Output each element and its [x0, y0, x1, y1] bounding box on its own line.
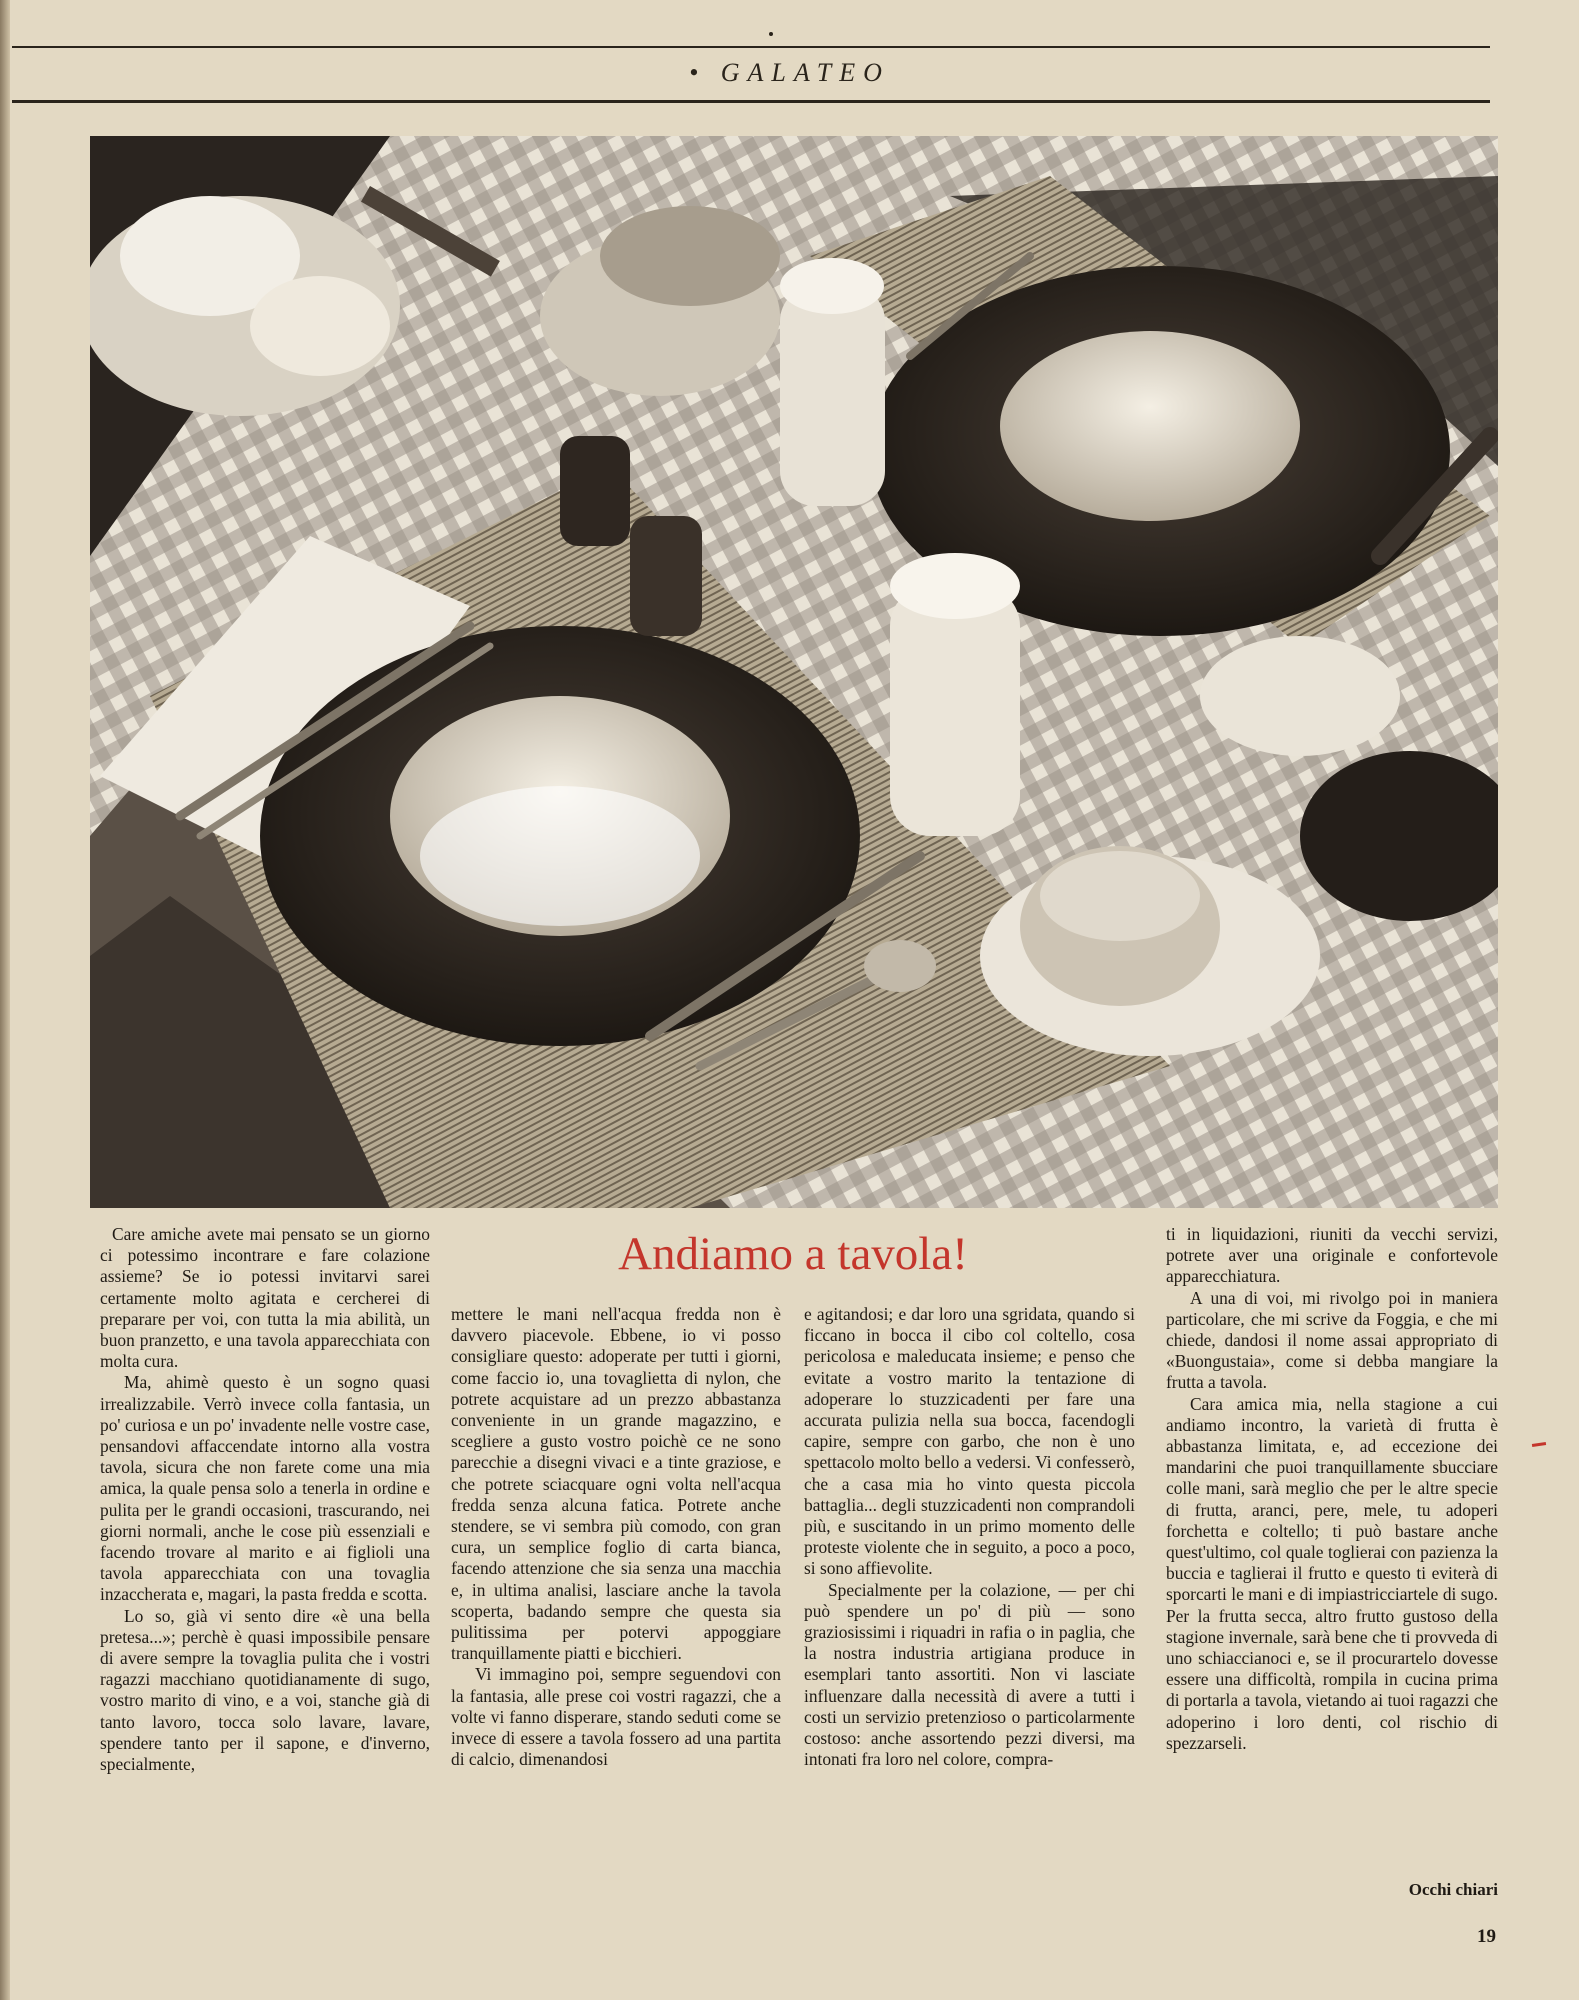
page-number: 19 — [1477, 1926, 1496, 1947]
paragraph: Vi immagino poi, sempre seguendovi con la fantasia, alle prese coi vostri ragazzi, che a volte vi fanno disperare, stando seduti come se invece di essere a tavola fossero ad una partita di calcio, dimenandosi — [451, 1664, 781, 1770]
author-signature: Occhi chiari — [1408, 1880, 1498, 1899]
section-header: • GALATEO — [689, 58, 890, 87]
paragraph: Cara amica mia, nella stagione a cui andiamo incontro, la varietà di frutta è abbastanza limitata, e, ad eccezione dei mandarini che puoi tranquillamente sbucciare colle mani, sarà meglio che per le altre specie di frutta, aranci, pere, mele, tu adoperi forchetta e coltello; ti può bastare anche quest'ultimo, col quale toglierai con pazienza la buccia e taglierai il frutto e questo ti eviterà di sporcarti le mani e di impiastricciartele di sugo. Per la frutta secca, altro frutto gustoso della stagione invernale, sarà bene che ti provveda di uno schiaccianoci e, se il procurartelo dovesse essere una difficoltà, rompila in cucina prima di portarla a tavola, vietando ai tuoi ragazzi che adoperino i loro denti, col rischio di spezzarseli. — [1166, 1393, 1498, 1753]
paragraph: mettere le mani nell'acqua fredda non è davvero piacevole. Ebbene, io vi posso consigliare questo: adoperate per tutti i giorni, come faccio io, una tovaglietta di nylon, che potrete acquistare ad un prezzo abbastanza conveniente in un grande magazzino, e scegliere a gusto vostro poichè ce ne sono parecchie a disegni vivaci e a tinte graziose, e che potrete sciacquare ogni volta nell'acqua fredda senza alcuna fatica. Potrete anche stendere, se vi sembra più comodo, con gran cura, un semplice foglio di carta bianca, facendo attenzione che sia senza una macchia e, in ultima analisi, lasciare anche la tavola scoperta, badando sempre che questa sia pulitissima per potervi appoggiare tranquillamente piatti e bicchieri. — [451, 1304, 781, 1664]
paragraph: ti in liquidazioni, riuniti da vecchi servizi, potrete aver una originale e confortevole apparecchiatura. — [1166, 1224, 1498, 1287]
paragraph: Specialmente per la colazione, — per chi può spendere un po' di più — sono graziosissimi i riquadri in rafia o in paglia, che la nostra industria artigiana produce in esemplari tanto assortiti. Non vi lasciate influenzare dalla necessità di avere a tutti i costi un servizio pretenzioso o particolarmente costoso: anche assortendo pezzi diversi, ma intonati fra loro nel colore, compra- — [804, 1579, 1135, 1770]
red-pen-mark — [1532, 1442, 1546, 1447]
paragraph: e agitandosi; e dar loro una sgridata, quando si ficcano in bocca il cibo col coltello, cosa pericolosa e maleducata insieme; e penso che evitate a vostro marito la tentazione di adoperare lo stuzzicadenti per fare una accurata pulizia nella sua bocca, facendogli capire, sempre con garbo, che non è uno spettacolo molto bello a vedersi. Vi confesserò, che a casa mia ho vinto questa piccola battaglia... degli stuzzicadenti non comprandoli più, e suscitando in un primo momento delle proteste violente che in seguito, a poco a poco, si sono affievolite. — [804, 1304, 1135, 1579]
header-rule-top — [12, 46, 1490, 48]
article-column-4 — [1166, 1224, 1498, 1754]
article-column-3 — [804, 1304, 1135, 1770]
table-setting-photo — [90, 136, 1498, 1208]
paragraph: A una di voi, mi rivolgo poi in maniera particolare, che mi scrive da Foggia, e che mi chiede, dandosi il nome assai appropriato di «Buongustaia», come si debba mangiare la frutta a tavola. — [1166, 1287, 1498, 1393]
header-rule-bottom — [12, 100, 1490, 103]
paragraph: Care amiche avete mai pensato se un giorno ci potessimo incontrare e fare colazione assieme? Se io potessi invitarvi sarei certamente molto agitata e cercherei di preparare per voi, con tutta la mia abilità, un buon pranzetto, e una tavola apparecchiata con molta cura. — [100, 1224, 430, 1372]
paragraph: Ma, ahimè questo è un sogno quasi irrealizzabile. Verrò invece colla fantasia, un po' curiosa e un po' invadente nelle vostre case, pensandovi affaccendate intorno alla vostra tavola, sicura che non farete come una mia amica, la quale pensa solo a tenerla in ordine e pulita per le grandi occasioni, trascurando, nei giorni normali, anche le cose più essenziali e facendo trovare al marito e ai figlioli una tavola apparecchiata con una tovaglia inzaccherata e, magari, la pasta fredda e scotta. — [100, 1372, 430, 1605]
article-column-2 — [451, 1304, 781, 1770]
article-title: Andiamo a tavola! — [618, 1228, 968, 1280]
top-dot — [769, 32, 773, 36]
article-column-1 — [100, 1224, 430, 1775]
page-binding-edge — [0, 0, 10, 2000]
paragraph: Lo so, già vi sento dire «è una bella pretesa...»; perchè è quasi impossibile pensare di avere sempre la tovaglia pulita che i vostri ragazzi macchiano quotidianamente di sugo, vostro marito di vino, e a voi, stanche già di tanto lavoro, tocca solo lavare, lavare, spendere tanto per il sapone, e d'inverno, specialmente, — [100, 1605, 430, 1775]
